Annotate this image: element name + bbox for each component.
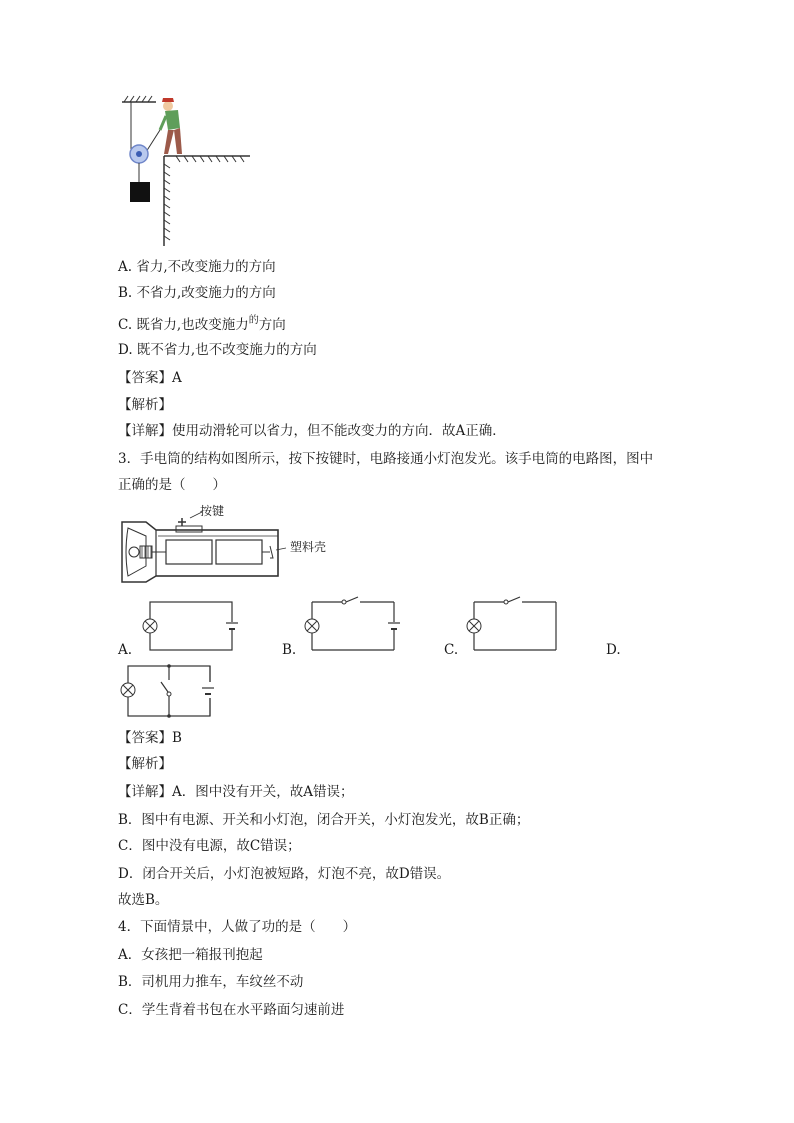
q2-option-a: A. 省力,不改变施力的方向 (118, 259, 276, 275)
q4-option-b: B．司机用力推车，车纹丝不动 (118, 974, 304, 990)
q2-option-c-post: 方向 (258, 317, 286, 333)
circuit-a (140, 596, 240, 656)
q3-conclusion: 故选B。 (118, 892, 169, 908)
flashlight-label-button: 按键 (200, 504, 225, 518)
q2-option-b: B. 不省力,改变施力的方向 (118, 285, 276, 301)
q4-option-a: A．女孩把一箱报刊抱起 (118, 947, 263, 963)
q3-detail-c: C．图中没有电源，故C错误； (118, 838, 301, 854)
q2-option-d: D. 既不省力,也不改变施力的方向 (118, 342, 317, 358)
circuit-b-label: B. (282, 642, 297, 658)
q2-option-c (118, 316, 286, 336)
q3-detail-a: 【详解】A．图中没有开关，故A错误； (118, 784, 354, 800)
circuit-d (118, 660, 218, 722)
circuit-c-label: C. (444, 642, 459, 658)
q2-answer: 【答案】A (118, 370, 182, 386)
q4-stem: 4．下面情景中，人做了功的是（ ） (118, 919, 357, 935)
q2-analysis: 【解析】 (118, 397, 172, 413)
q2-detail: 【详解】使用动滑轮可以省力，但不能改变力的方向．故A正确． (118, 423, 506, 439)
flashlight-label-shell: 塑料壳 (290, 540, 327, 554)
q2-option-c-pre: C. 既省力,也改变施力 (118, 317, 249, 333)
q4-option-c: C．学生背着书包在水平路面匀速前进 (118, 1002, 345, 1018)
circuit-a-label: A. (118, 642, 133, 658)
q3-answer: 【答案】B (118, 730, 182, 746)
pulley-figure (118, 92, 258, 252)
circuit-d-label: D. (606, 642, 621, 658)
flashlight-figure (118, 500, 378, 584)
q3-analysis: 【解析】 (118, 756, 172, 772)
q3-stem-line2: 正确的是（ ） (118, 477, 226, 493)
q3-detail-d: D．闭合开关后，小灯泡被短路，灯泡不亮，故D错误。 (118, 866, 451, 882)
q3-stem-line1: 3．手电筒的结构如图所示，按下按键时，电路接通小灯泡发光。该手电筒的电路图，图中 (118, 451, 654, 467)
q2-option-c-sup: 的 (248, 315, 259, 326)
circuit-b (302, 596, 402, 656)
q3-detail-b: B．图中有电源、开关和小灯泡，闭合开关，小灯泡发光，故B正确； (118, 812, 530, 828)
circuit-c (464, 596, 564, 656)
